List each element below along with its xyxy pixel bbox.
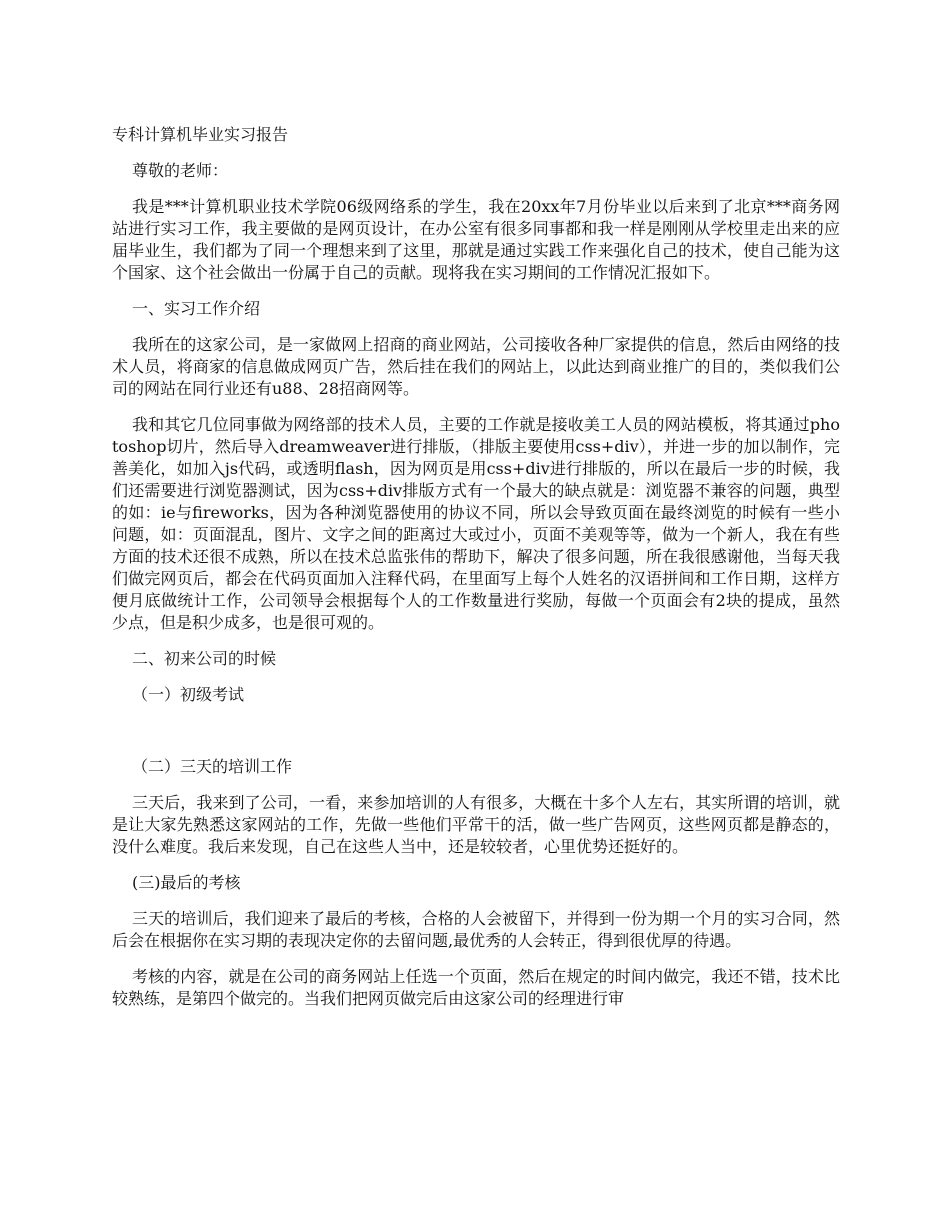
- document-page: [112, 124, 840, 1024]
- subsection-heading-2: （二）三天的培训工作: [132, 757, 293, 776]
- subsection3-paragraph-2: 考核的内容，就是在公司的商务网站上任选一个页面，然后在规定的时间内做完，我还不错，技术比较熟练，是第四个做完的。当我们把网页做完后由这家公司的经理进行审: [112, 967, 840, 1008]
- intro-paragraph: 我是***计算机职业技术学院06级网络系的学生，我在20xx年7月份毕业以后来到了北京***商务网站进行实习工作，我主要做的是网页设计，在办公室有很多同事都和我一样是刚刚从学校里走出来的应届毕业生，我们都为了同一个理想来到了这里，那就是通过实践工作来强化自己的技术，使自己能为这个国家、这个社会做出一份属于自己的贡献。现将我在实习期间的工作情况汇报如下。: [112, 197, 840, 282]
- section1-paragraph-1: 我所在的这家公司，是一家做网上招商的商业网站，公司接收各种厂家提供的信息，然后由网络的技术人员，将商家的信息做成网页广告，然后挂在我们的网站上，以此达到商业推广的目的，类似我们公司的网站在同行业还有u88、28招商网等。: [112, 335, 840, 398]
- section-heading-1: 一、实习工作介绍: [132, 299, 261, 318]
- document-title: 专科计算机毕业实习报告: [112, 125, 289, 144]
- subsection-heading-1: （一）初级考试: [132, 685, 245, 704]
- subsection2-paragraph: 三天后，我来到了公司，一看，来参加培训的人有很多，大概在十多个人左右，其实所谓的培训，就是让大家先熟悉这家网站的工作，先做一些他们平常干的活，做一些广告网页，这些网页都是静态的，没什么难度。我后来发现，自己在这些人当中，还是较较者，心里优势还挺好的。: [112, 793, 840, 856]
- subsection3-paragraph-1: 三天的培训后，我们迎来了最后的考核，合格的人会被留下，并得到一份为期一个月的实习合同，然后会在根据你在实习期的表现决定你的去留问题,最优秀的人会转正，得到很优厚的待遇。: [112, 909, 840, 950]
- greeting: 尊敬的老师：: [132, 161, 229, 180]
- subsection-heading-3: (三)最后的考核: [132, 873, 241, 892]
- section1-paragraph-2: 我和其它几位同事做为网络部的技术人员，主要的工作就是接收美工人员的网站模板，将其通过photoshop切片，然后导入dreamweaver进行排版，（排版主要使用css+div），并进一步的加以制作，完善美化，如加入js代码，或透明flash，因为网页是用css+div进行排版的，所以在最后一步的时候，我们还需要进行浏览器测试，因为css+div排版方式有一个最大的缺点就是：浏览器不兼容的问题，典型的如：ie与fireworks，因为各种浏览器使用的协议不同，所以会导致页面在最终浏览的时候有一些小问题，如：页面混乱，图片、文字之间的距离过大或过小，页面不美观等等，做为一个新人，我在有些方面的技术还很不成熟，所以在技术总监张伟的帮助下，解决了很多问题，所在我很感谢他，当每天我们做完网页后，都会在代码页面加入注释代码，在里面写上每个人姓名的汉语拼间和工作日期，这样方便月底做统计工作，公司领导会根据每个人的工作数量进行奖励，每做一个页面会有2块的提成，虽然少点，但是积少成多，也是很可观的。: [112, 415, 840, 632]
- section-heading-2: 二、初来公司的时候: [132, 649, 277, 668]
